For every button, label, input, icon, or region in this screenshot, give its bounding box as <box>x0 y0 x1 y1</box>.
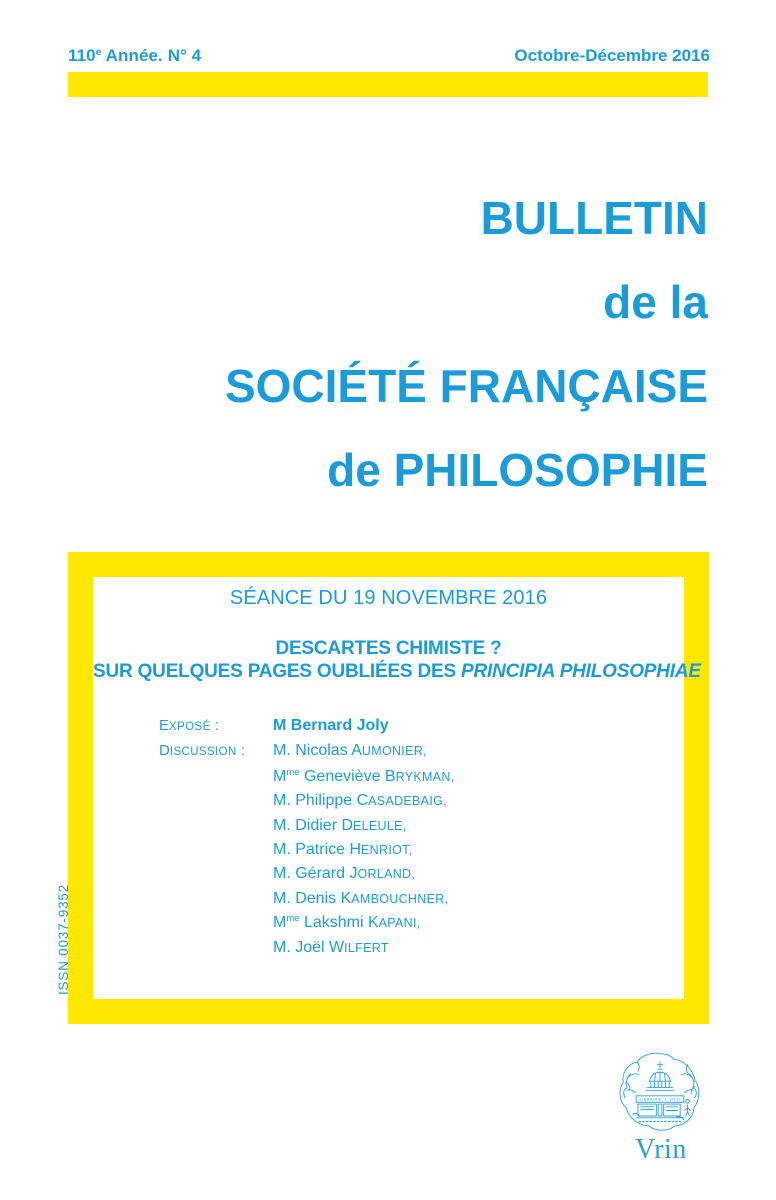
discussion-row <box>159 862 684 886</box>
journal-title-line: de PHILOSOPHIE <box>327 444 708 496</box>
discussion-participant: $M^{me}$ Geneviève BRYKMAN, <box>273 766 455 785</box>
discussion-row <box>159 739 684 764</box>
discussion-row <box>159 936 684 960</box>
session-box <box>68 552 709 1024</box>
expose-speaker: M Bernard Joly <box>273 717 389 734</box>
talk-title-line1: DESCARTES CHIMISTE ? <box>275 638 502 659</box>
discussion-participant: $M^{me}$ Lakshmi KAPANI, <box>273 913 421 932</box>
discussion-participant: M. Nicolas AUMONIER, <box>273 742 427 760</box>
discussion-participant: M. Gérard JORLAND, <box>273 865 416 883</box>
issue-number: 110e Année. N° 4 <box>68 46 202 65</box>
discussion-row <box>159 765 684 789</box>
discussion-label: DISCUSSION : <box>159 742 246 760</box>
talk-title-line2: SUR QUELQUES PAGES OUBLIÉES DES PRINCIPIA PHILOSOPHIAE <box>93 661 701 682</box>
discussion-participant: M. Philippe CASADEBAIG, <box>273 792 447 810</box>
expose-label: EXPOSÉ : <box>159 717 219 734</box>
vrin-wordmark: Vrin <box>635 1134 687 1165</box>
issue-date: Octobre-Décembre 2016 <box>514 46 710 65</box>
discussion-participant: M. Patrice HENRIOT, <box>273 841 413 859</box>
discussion-row <box>159 789 684 813</box>
discussion-participant: M. Denis KAMBOUCHNER, <box>273 889 449 907</box>
vrin-sign-text: LIBRAIRIE J. VRIN <box>639 1097 681 1102</box>
discussion-row <box>159 887 684 911</box>
expose-row <box>159 714 684 739</box>
discussion-row <box>159 814 684 838</box>
journal-title-line: SOCIÉTÉ FRANÇAISE <box>224 360 708 412</box>
discussion-participant: M. Joël WILFERT <box>273 938 389 956</box>
talk-title <box>93 637 701 683</box>
yellow-divider-bar <box>68 72 708 97</box>
discussion-row <box>159 911 684 935</box>
issue-number-superscript: e <box>95 47 102 58</box>
journal-title <box>225 176 708 512</box>
discussion-row <box>159 838 684 862</box>
speakers-roster <box>159 714 684 960</box>
discussion-participant: M. Didier DELEULE, <box>273 816 407 834</box>
journal-title-line: de la <box>603 276 708 328</box>
session-date-heading: SÉANCE DU 19 NOVEMBRE 2016 <box>229 587 548 609</box>
vrin-storefront-icon <box>612 1050 708 1138</box>
talk-title-italic-part: PRINCIPIA PHILOSOPHIAE <box>461 661 701 682</box>
journal-title-line: BULLETIN <box>480 192 708 244</box>
issn-vertical-text: ISSN 0037-9352 <box>56 883 71 995</box>
